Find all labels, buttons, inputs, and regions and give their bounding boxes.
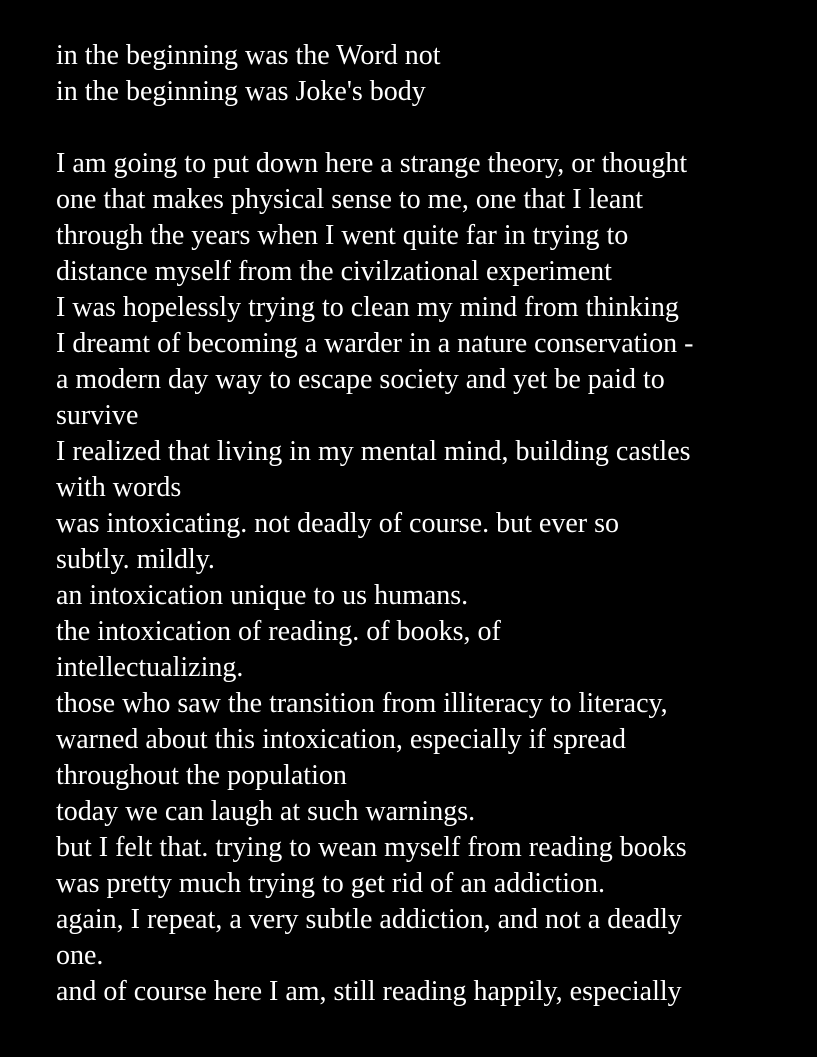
text-line: subtly. mildly.	[56, 544, 215, 575]
text-line: with words	[56, 472, 182, 503]
text-line: I was hopelessly trying to clean my mind from thinking	[56, 292, 679, 323]
text-line: in the beginning was Joke's body	[56, 76, 426, 107]
text-line: the intoxication of reading. of books, of	[56, 616, 501, 647]
text-line: throughout the population	[56, 760, 347, 791]
text-line: was pretty much trying to get rid of an addiction.	[56, 868, 605, 899]
text-line: a modern day way to escape society and yet be paid to	[56, 364, 665, 395]
text-line: and of course here I am, still reading happily, especially	[56, 976, 682, 1007]
text-line: survive	[56, 400, 139, 431]
text-line: but I felt that. trying to wean myself from reading books	[56, 832, 687, 863]
text-line: was intoxicating. not deadly of course. but ever so	[56, 508, 619, 539]
text-line: an intoxication unique to us humans.	[56, 580, 469, 611]
blank-line	[56, 110, 817, 146]
text-line: distance myself from the civilzational experiment	[56, 256, 612, 287]
text-line: in the beginning was the Word not	[56, 40, 441, 71]
text-line: I am going to put down here a strange theory, or thought	[56, 148, 688, 179]
text-line: those who saw the transition from illiteracy to literacy,	[56, 688, 668, 719]
text-line: I realized that living in my mental mind, building castles	[56, 436, 691, 467]
text-line: I dreamt of becoming a warder in a nature conservation -	[56, 328, 694, 359]
text-line: one that makes physical sense to me, one that I leant	[56, 184, 644, 215]
text-line: through the years when I went quite far in trying to	[56, 220, 629, 251]
text-line: warned about this intoxication, especially if spread	[56, 724, 626, 755]
text-line: intellectualizing.	[56, 652, 244, 683]
text-line: again, I repeat, a very subtle addiction, and not a deadly	[56, 904, 682, 935]
text-line: one.	[56, 940, 104, 971]
text-line: today we can laugh at such warnings.	[56, 796, 476, 827]
